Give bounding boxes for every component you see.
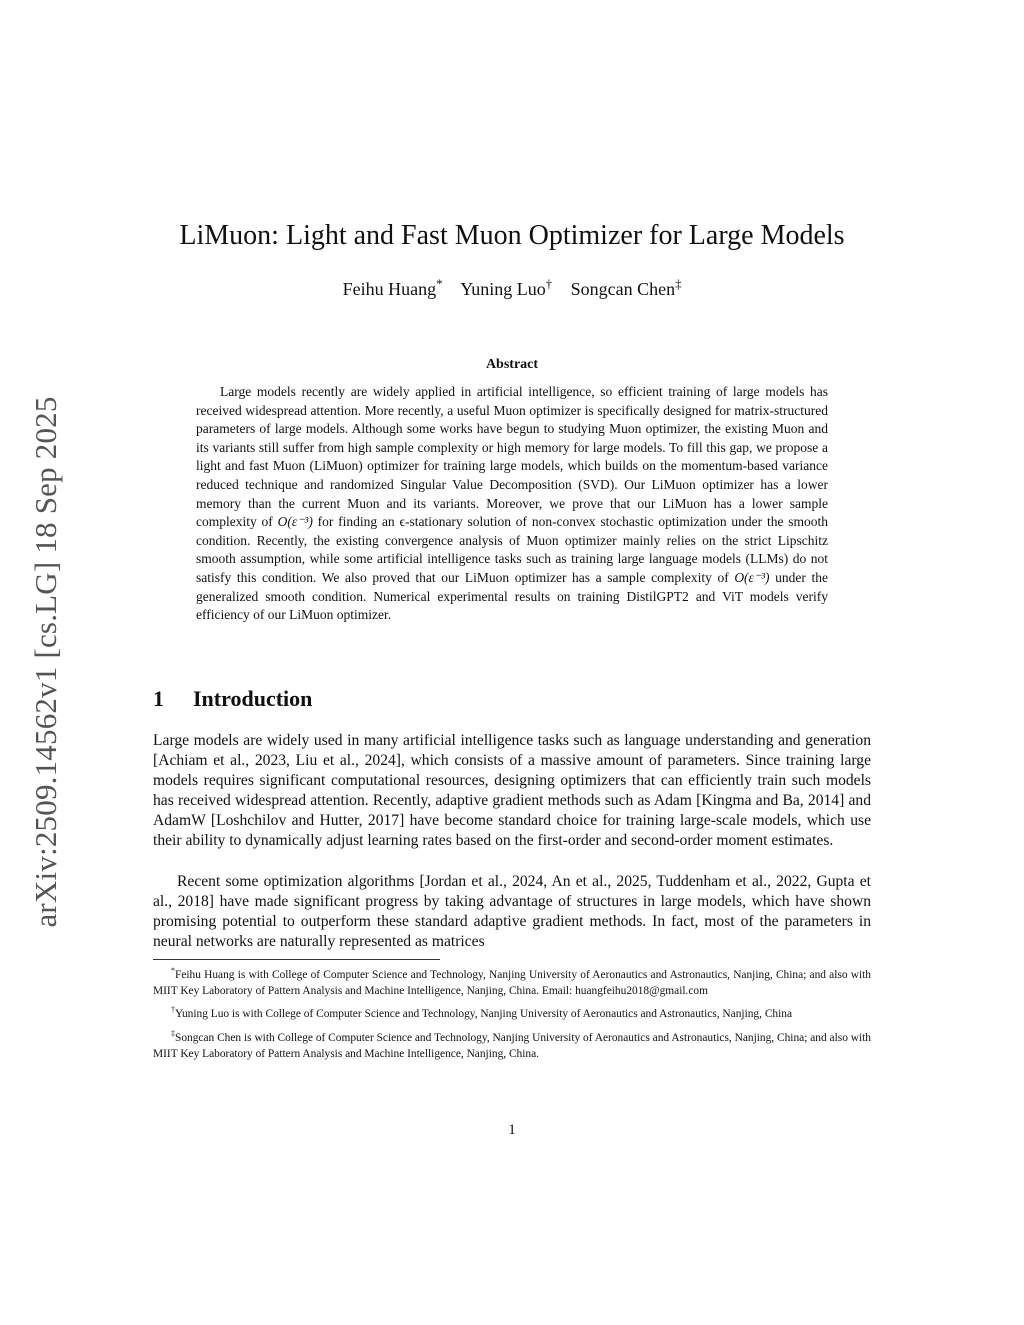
math-expression: O(ε⁻³) xyxy=(277,514,313,530)
footnote-text: Songcan Chen is with College of Computer Science and Technology, Nanjing University of Aeronautics and Astronautics, Nanjing, China; and also with MIIT Key Laboratory of Pattern Analysis and Machine Intelligence, Nanjing, China. xyxy=(153,1031,871,1060)
intro-paragraph: Large models are widely used in many artificial intelligence tasks such as language understanding and generation [Achiam et al., 2023, Liu et al., 2024], which consists of a massive amount of parameters. Since training large models requires significant computational resources, designing optimizers that can efficiently train such models has received widespread attention. Recently, adaptive gradient methods such as Adam [Kingma and Ba, 2014] and AdamW [Loshchilov and Hutter, 2017] have become standard choice for training large-scale models, which use their ability to dynamically adjust learning rates based on the first-order and second-order moment estimates. xyxy=(153,732,871,850)
abstract-heading: Abstract xyxy=(485,357,539,372)
author-footnote-mark[interactable]: * xyxy=(436,277,443,291)
footnotes xyxy=(153,963,871,1065)
abstract-part: for finding an ϵ-stationary solution of non-convex stochastic optimization under the smooth condition. Recently, the existing convergence analysis of Muon optimizer mainly relies on the strict Lipschitz smooth assumption, while some artificial intelligence tasks such as training large language models (LLMs) do not satisfy this condition. We also proved that our LiMuon optimizer has a sample complexity of xyxy=(196,514,828,585)
page-number: 1 xyxy=(508,1122,516,1138)
paper-title: LiMuon: Light and Fast Muon Optimizer for Large Models xyxy=(179,220,845,251)
footnote-mark: * xyxy=(171,966,175,975)
author-footnote-mark[interactable]: † xyxy=(545,277,553,291)
intro-paragraph: Recent some optimization algorithms [Jordan et al., 2024, An et al., 2025, Tuddenham et al., 2022, Gupta et al., 2018] have made significant progress by taking advantage of structures in large models, which have shown promising potential to outperform these standard adaptive gradient methods. In fact, most of the parameters in neural networks are naturally represented as matrices xyxy=(153,873,871,951)
footnote-divider xyxy=(153,959,440,960)
footnote-mark: ‡ xyxy=(171,1028,175,1038)
author-footnote-mark[interactable]: ‡ xyxy=(675,277,682,291)
author-name: Yuning Luo xyxy=(460,279,546,299)
footnote xyxy=(153,1002,871,1023)
abstract-text xyxy=(196,383,828,625)
abstract-part: under the generalized smooth condition. Numerical experimental results on training DistilGPT2 and ViT models verify efficiency of our LiMuon optimizer. xyxy=(196,569,828,623)
footnote-text: Yuning Luo is with College of Computer Science and Technology, Nanjing University of Aeronautics and Astronautics, Nanjing, China xyxy=(174,1008,793,1021)
footnote xyxy=(153,1026,871,1062)
abstract-part: Large models recently are widely applied in artificial intelligence, so efficient training of large models has received widespread attention. More recently, a useful Muon optimizer is specifically designed for matrix-structured parameters of large models. Although some works have begun to studying Muon optimizer, the existing Muon and its variants still suffer from high sample complexity or high memory for large models. To fill this gap, we propose a light and fast Muon (LiMuon) optimizer for training large models, which builds on the momentum-based variance reduced technique and randomized Singular Value Decomposition (SVD). Our LiMuon optimizer has a lower memory than the current Muon and its variants. Moreover, we prove that our LiMuon has a lower sample complexity of xyxy=(196,384,828,530)
arxiv-identifier-text: arXiv:2509.14562v1 [cs.LG] 18 Sep 2025 xyxy=(28,396,63,928)
section-number: 1 xyxy=(153,686,164,711)
author-name: Songcan Chen xyxy=(570,279,676,299)
section-title: Introduction xyxy=(193,686,313,711)
section-heading xyxy=(153,686,312,712)
author-name: Feihu Huang xyxy=(342,279,437,299)
footnote-mark: † xyxy=(171,1005,175,1015)
footnote-text: Feihu Huang is with College of Computer Science and Technology, Nanjing University of Aeronautics and Astronautics, Nanjing, China; and also with MIIT Key Laboratory of Pattern Analysis and Machine Intelligence, Nanjing, China. Email: huangfeihu2018@gmail.com xyxy=(153,968,871,997)
math-expression: O(ε⁻³) xyxy=(734,569,770,585)
footnote xyxy=(153,963,871,999)
author-list xyxy=(0,277,1024,300)
